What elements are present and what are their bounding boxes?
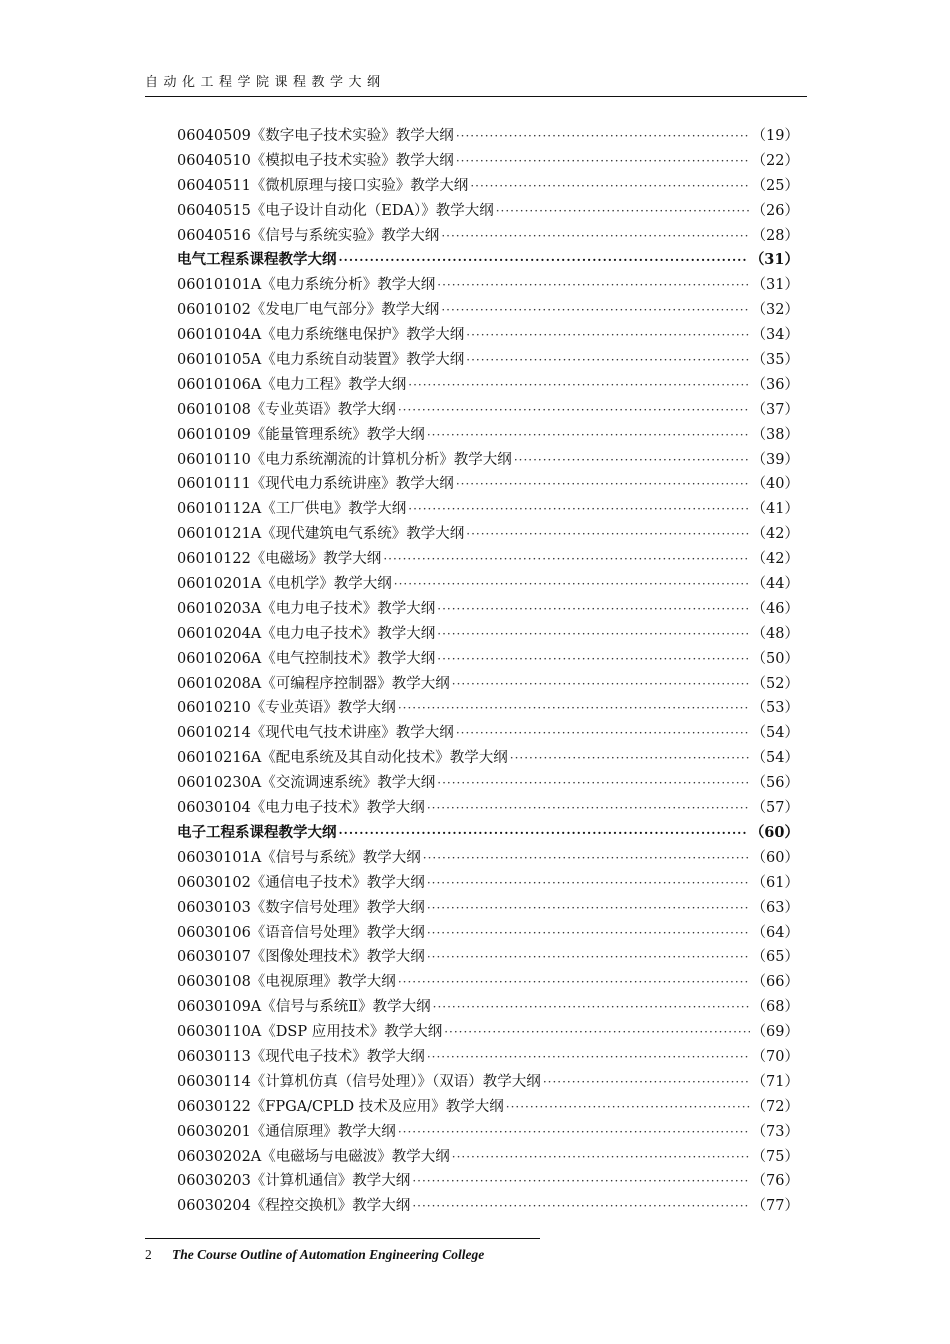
- toc-entry-title: 06010101A《电力系统分析》教学大纲: [177, 277, 436, 294]
- toc-entry[interactable]: [177, 771, 799, 796]
- dot-leader: [437, 273, 749, 298]
- toc-entry[interactable]: [177, 1145, 799, 1170]
- toc-entry[interactable]: [177, 423, 799, 448]
- dot-leader: [398, 1120, 750, 1145]
- toc-entry-page: （22）: [751, 152, 799, 169]
- toc-entry[interactable]: [177, 174, 799, 199]
- toc-entry-page: （66）: [751, 974, 799, 991]
- toc-entry[interactable]: [177, 1045, 799, 1070]
- running-header: 自动化工程学院课程教学大纲: [145, 74, 807, 97]
- dot-leader: [514, 448, 750, 473]
- toc-entry-page: （40）: [751, 476, 799, 493]
- toc-entry-page: （34）: [751, 327, 799, 344]
- toc-entry[interactable]: [177, 921, 799, 946]
- toc-entry-page: （53）: [751, 700, 799, 717]
- toc-entry[interactable]: [177, 199, 799, 224]
- toc-entry-title: 06010204A《电力电子技术》教学大纲: [177, 625, 436, 642]
- toc-entry[interactable]: [177, 945, 799, 970]
- dot-leader: [394, 572, 750, 597]
- toc-entry-title: 06010203A《电力电子技术》教学大纲: [177, 600, 436, 617]
- toc-section-heading[interactable]: [177, 248, 799, 273]
- toc-entry-page: （75）: [751, 1148, 799, 1165]
- toc-entry[interactable]: [177, 149, 799, 174]
- toc-entry-page: （52）: [751, 675, 799, 692]
- toc-entry[interactable]: [177, 846, 799, 871]
- dot-leader: [383, 547, 749, 572]
- toc-entry[interactable]: [177, 522, 799, 547]
- footer-text: The Course Outline of Automation Engineering College: [172, 1247, 485, 1262]
- dot-leader: [506, 1095, 750, 1120]
- toc-entry[interactable]: [177, 896, 799, 921]
- toc-entry[interactable]: [177, 746, 799, 771]
- toc-entry[interactable]: [177, 871, 799, 896]
- dot-leader: [339, 248, 748, 273]
- toc-entry[interactable]: [177, 298, 799, 323]
- dot-leader: [437, 622, 749, 647]
- toc-entry-title: 06030106《语音信号处理》教学大纲: [177, 924, 425, 941]
- toc-entry-page: （41）: [751, 501, 799, 518]
- toc-entry-title: 06010105A《电力系统自动装置》教学大纲: [177, 352, 465, 369]
- toc-entry-page: （36）: [751, 376, 799, 393]
- dot-leader: [412, 1194, 749, 1219]
- toc-entry-title: 06030109A《信号与系统Ⅱ》教学大纲: [177, 999, 431, 1016]
- toc-entry-page: （19）: [751, 128, 799, 144]
- dot-leader: [398, 696, 750, 721]
- toc-entry-title: 06010110《电力系统潮流的计算机分析》教学大纲: [177, 451, 512, 468]
- toc-entry[interactable]: [177, 622, 799, 647]
- dot-leader: [466, 348, 749, 373]
- toc-entry-title: 06010210《专业英语》教学大纲: [177, 700, 396, 717]
- toc-entry[interactable]: [177, 572, 799, 597]
- toc-entry-page: （73）: [751, 1123, 799, 1140]
- toc-entry-page: （48）: [751, 625, 799, 642]
- dot-leader: [456, 124, 750, 149]
- dot-leader: [437, 647, 749, 672]
- toc-entry-page: （39）: [751, 451, 799, 468]
- toc-entry-page: （61）: [751, 874, 799, 891]
- toc-entry[interactable]: [177, 796, 799, 821]
- toc-entry-page: （42）: [751, 551, 799, 568]
- toc-entry-title: 06010206A《电气控制技术》教学大纲: [177, 650, 436, 667]
- dot-leader: [427, 423, 750, 448]
- toc-entry-title: 06040511《微机原理与接口实验》教学大纲: [177, 177, 469, 194]
- toc-entry-title: 06030108《电视原理》教学大纲: [177, 974, 396, 991]
- toc-entry-page: （50）: [751, 650, 799, 667]
- toc-entry-title: 06030122《FPGA/CPLD 技术及应用》教学大纲: [177, 1098, 504, 1115]
- toc-entry-title: 06030101A《信号与系统》教学大纲: [177, 849, 421, 866]
- footer-rule: [145, 1238, 540, 1239]
- dot-leader: [408, 373, 749, 398]
- toc-entry-page: （60）: [751, 849, 799, 866]
- toc-entry[interactable]: [177, 721, 799, 746]
- toc-entry-title: 06010106A《电力工程》教学大纲: [177, 376, 407, 393]
- dot-leader: [466, 323, 749, 348]
- toc-entry-page: （32）: [751, 302, 799, 319]
- toc-entry[interactable]: [177, 348, 799, 373]
- toc-entry-title: 06010112A《工厂供电》教学大纲: [177, 501, 407, 518]
- dot-leader: [398, 398, 750, 423]
- toc-entry[interactable]: [177, 696, 799, 721]
- toc-entry-page: （68）: [751, 999, 799, 1016]
- dot-leader: [441, 298, 749, 323]
- toc-entry-page: （54）: [751, 725, 799, 742]
- toc-entry-title: 电子工程系课程教学大纲: [177, 823, 337, 841]
- dot-leader: [452, 1145, 750, 1170]
- toc-entry-page: （60）: [749, 823, 799, 841]
- dot-leader: [456, 149, 750, 174]
- dot-leader: [433, 995, 750, 1020]
- dot-leader: [427, 1045, 750, 1070]
- toc-entry[interactable]: [177, 1095, 799, 1120]
- toc-entry-page: （71）: [751, 1073, 799, 1090]
- toc-entry-title: 06010230A《交流调速系统》教学大纲: [177, 775, 436, 792]
- dot-leader: [496, 199, 750, 224]
- dot-leader: [456, 472, 750, 497]
- toc-entry-title: 06010121A《现代建筑电气系统》教学大纲: [177, 526, 465, 543]
- toc-entry-title: 06040516《信号与系统实验》教学大纲: [177, 227, 440, 244]
- toc-entry[interactable]: [177, 547, 799, 572]
- toc-entry[interactable]: [177, 995, 799, 1020]
- dot-leader: [456, 721, 750, 746]
- dot-leader: [466, 522, 749, 547]
- toc-entry-page: （54）: [751, 750, 799, 767]
- toc-entry[interactable]: [177, 970, 799, 995]
- toc-entry[interactable]: [177, 1120, 799, 1145]
- toc-entry-title: 06010104A《电力系统继电保护》教学大纲: [177, 327, 465, 344]
- toc-entry-page: （77）: [751, 1198, 799, 1215]
- dot-leader: [427, 796, 750, 821]
- toc-entry-title: 06010214《现代电气技术讲座》教学大纲: [177, 725, 454, 742]
- toc-entry[interactable]: [177, 398, 799, 423]
- toc-entry-title: 06030113《现代电子技术》教学大纲: [177, 1048, 425, 1065]
- toc-entry-title: 06030203《计算机通信》教学大纲: [177, 1173, 411, 1190]
- toc-entry[interactable]: [177, 124, 799, 149]
- page-number: 2: [145, 1247, 152, 1262]
- toc-entry-page: （56）: [751, 775, 799, 792]
- toc-entry-title: 06030107《图像处理技术》教学大纲: [177, 949, 425, 966]
- toc-entry-page: （42）: [751, 526, 799, 543]
- toc-entry-title: 06040510《模拟电子技术实验》教学大纲: [177, 152, 454, 169]
- dot-leader: [408, 497, 749, 522]
- dot-leader: [441, 224, 749, 249]
- toc-entry-title: 06040509《数字电子技术实验》教学大纲: [177, 128, 454, 144]
- toc-entry[interactable]: [177, 672, 799, 697]
- toc-entry-page: （35）: [751, 352, 799, 369]
- dot-leader: [427, 871, 750, 896]
- toc-entry-page: （38）: [751, 426, 799, 443]
- toc-entry[interactable]: [177, 1020, 799, 1045]
- toc-entry-title: 06010111《现代电力系统讲座》教学大纲: [177, 476, 454, 493]
- dot-leader: [510, 746, 750, 771]
- toc-entry-page: （65）: [751, 949, 799, 966]
- toc-entry[interactable]: [177, 373, 799, 398]
- toc-entry-page: （72）: [751, 1098, 799, 1115]
- toc-entry-title: 06010102《发电厂电气部分》教学大纲: [177, 302, 440, 319]
- toc-entry-page: （44）: [751, 576, 799, 593]
- toc-entry-title: 06040515《电子设计自动化（EDA）》教学大纲: [177, 202, 494, 219]
- dot-leader: [427, 945, 750, 970]
- toc-entry-title: 06030110A《DSP 应用技术》教学大纲: [177, 1024, 443, 1041]
- toc-entry-title: 06010201A《电机学》教学大纲: [177, 576, 392, 593]
- toc-section-heading[interactable]: [177, 821, 799, 846]
- toc-entry-page: （25）: [751, 177, 799, 194]
- toc-entry[interactable]: [177, 448, 799, 473]
- toc-entry[interactable]: [177, 1070, 799, 1095]
- toc-entry[interactable]: [177, 472, 799, 497]
- toc-entry-title: 06010122《电磁场》教学大纲: [177, 551, 382, 568]
- toc-entry-page: （31）: [749, 251, 799, 269]
- dot-leader: [444, 1020, 749, 1045]
- toc-entry-page: （64）: [751, 924, 799, 941]
- toc-entry-page: （76）: [751, 1173, 799, 1190]
- dot-leader: [427, 921, 750, 946]
- toc-entry[interactable]: [177, 224, 799, 249]
- toc-entry-title: 06030202A《电磁场与电磁波》教学大纲: [177, 1148, 450, 1165]
- toc-entry[interactable]: [177, 597, 799, 622]
- toc-entry-title: 06030204《程控交换机》教学大纲: [177, 1198, 411, 1215]
- toc-entry-title: 06010108《专业英语》教学大纲: [177, 401, 396, 418]
- dot-leader: [398, 970, 750, 995]
- toc-entry-page: （37）: [751, 401, 799, 418]
- toc-entry-page: （28）: [751, 227, 799, 244]
- toc-entry-page: （63）: [751, 899, 799, 916]
- toc-entry-page: （26）: [751, 202, 799, 219]
- toc-entry-page: （31）: [751, 277, 799, 294]
- toc-entry-title: 06030114《计算机仿真（信号处理）》（双语）教学大纲: [177, 1073, 541, 1090]
- toc-entry[interactable]: [177, 273, 799, 298]
- toc-entry-title: 06010208A《可编程序控制器》教学大纲: [177, 675, 450, 692]
- dot-leader: [427, 896, 750, 921]
- toc-entry-page: （70）: [751, 1048, 799, 1065]
- dot-leader: [543, 1070, 750, 1095]
- toc-entry-title: 06030103《数字信号处理》教学大纲: [177, 899, 425, 916]
- toc-entry[interactable]: [177, 497, 799, 522]
- toc-entry-title: 电气工程系课程教学大纲: [177, 251, 337, 269]
- toc-entry-page: （57）: [751, 800, 799, 817]
- dot-leader: [412, 1169, 749, 1194]
- dot-leader: [470, 174, 749, 199]
- toc-entry-title: 06030102《通信电子技术》教学大纲: [177, 874, 425, 891]
- toc-entry[interactable]: [177, 323, 799, 348]
- toc-entry-title: 06010216A《配电系统及其自动化技术》教学大纲: [177, 750, 508, 767]
- toc-entry[interactable]: [177, 1169, 799, 1194]
- toc-entry-title: 06030201《通信原理》教学大纲: [177, 1123, 396, 1140]
- dot-leader: [339, 821, 748, 846]
- toc-entry[interactable]: [177, 647, 799, 672]
- dot-leader: [437, 771, 749, 796]
- toc-entry-page: （46）: [751, 600, 799, 617]
- dot-leader: [437, 597, 749, 622]
- footer: [145, 1245, 484, 1265]
- toc-entry-title: 06030104《电力电子技术》教学大纲: [177, 800, 425, 817]
- toc-entry-page: （69）: [751, 1024, 799, 1041]
- table-of-contents: [177, 124, 799, 1219]
- toc-entry-title: 06010109《能量管理系统》教学大纲: [177, 426, 425, 443]
- dot-leader: [452, 672, 750, 697]
- toc-entry[interactable]: [177, 1194, 799, 1219]
- dot-leader: [423, 846, 750, 871]
